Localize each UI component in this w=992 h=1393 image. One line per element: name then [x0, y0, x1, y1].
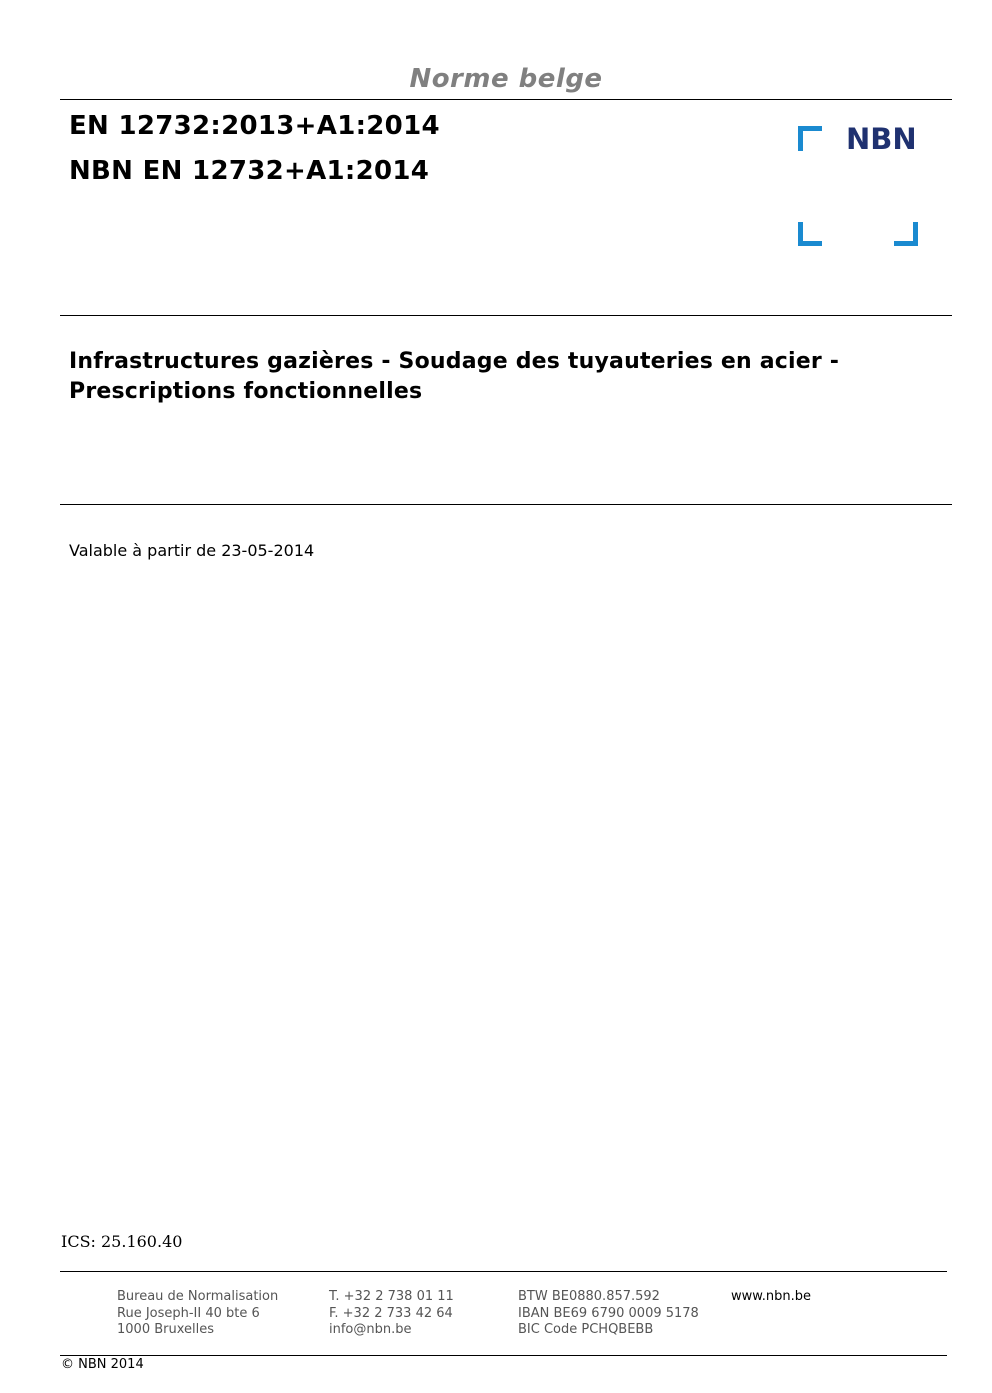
footer-address: [117, 1289, 278, 1339]
footer-top-rule: [60, 1271, 947, 1272]
en-standard-code: EN 12732:2013+A1:2014: [69, 111, 440, 141]
footer-address-line-1: Bureau de Normalisation: [117, 1289, 279, 1304]
footer-website-link[interactable]: www.nbn.be: [731, 1289, 811, 1304]
footer-bic: BIC Code PCHQBEBB: [518, 1322, 654, 1337]
header-rule: [60, 99, 952, 100]
document-title-line-2: Prescriptions fonctionnelles: [69, 379, 423, 404]
footer-address-line-3: 1000 Bruxelles: [117, 1322, 215, 1337]
logo-bracket-bottom-left: [798, 222, 822, 246]
nbn-standard-code: NBN EN 12732+A1:2014: [69, 156, 430, 186]
document-type-label: Norme belge: [409, 64, 603, 94]
footer-iban: IBAN BE69 6790 0009 5178: [518, 1305, 699, 1321]
document-title: [69, 347, 899, 407]
footer-bottom-rule: [60, 1355, 947, 1356]
footer-bank: [518, 1289, 699, 1339]
document-title-line-1: Infrastructures gazières - Soudage des tuyauteries en acier -: [69, 349, 840, 374]
footer-address-line-2: Rue Joseph-II 40 bte 6: [117, 1305, 260, 1321]
footer-phone: T. +32 2 738 01 11: [329, 1289, 454, 1304]
logo-bracket-top-left: [798, 126, 822, 151]
logo-text: NBN: [846, 122, 917, 156]
title-bottom-rule: [60, 504, 952, 505]
footer-fax: F. +32 2 733 42 64: [329, 1305, 453, 1321]
footer-website[interactable]: [731, 1289, 811, 1306]
validity-date: Valable à partir de 23-05-2014: [69, 541, 315, 560]
footer-email[interactable]: info@nbn.be: [329, 1322, 412, 1337]
title-top-rule: [60, 315, 952, 316]
logo-bracket-bottom-right: [894, 222, 918, 246]
footer-vat: BTW BE0880.857.592: [518, 1289, 660, 1304]
nbn-logo: [796, 124, 922, 249]
footer-contact: [329, 1289, 454, 1339]
ics-code: ICS: 25.160.40: [61, 1232, 183, 1251]
copyright-notice: © NBN 2014: [61, 1357, 144, 1372]
